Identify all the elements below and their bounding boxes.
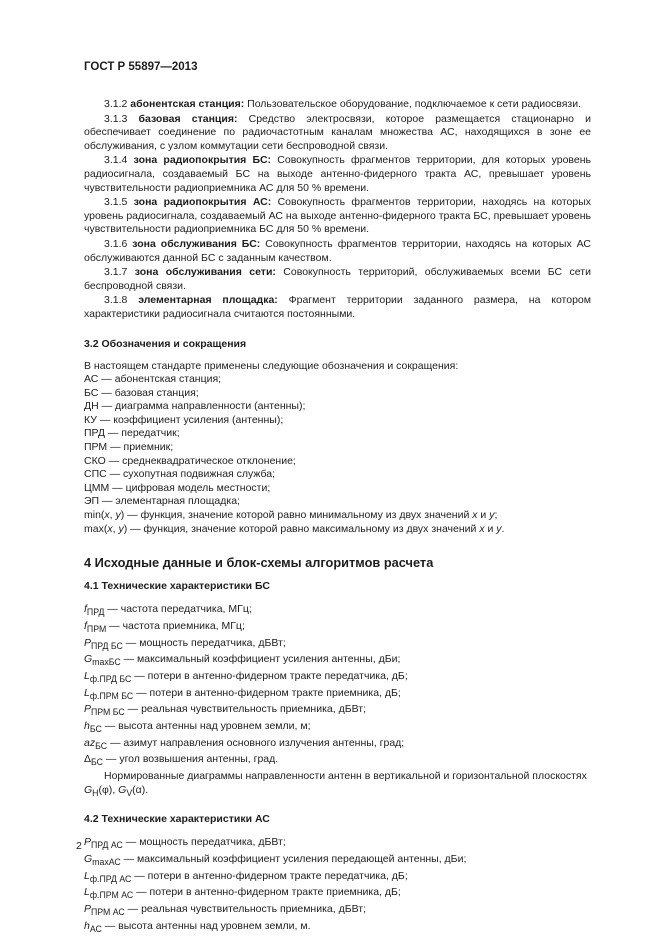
abbreviations-list — [84, 360, 591, 537]
definition-term: элементарная площадка: — [138, 294, 278, 307]
section-3-2-title: 3.2 Обозначения и сокращения — [84, 337, 247, 350]
as-parameters-list — [84, 836, 591, 936]
list-item: СКО — среднеквадратическое отклонение; — [84, 454, 296, 467]
parameter-item: $h_{БС}$ — высота антенны над уровнем земли, м; — [84, 720, 311, 735]
list-item: БС — базовая станция; — [84, 386, 199, 399]
definition-3-1-3: 3.1.3 базовая станция: Средство электросвязи, которое размещается стационарно и обеспечивает соединение по радиочастотным каналам множества АС, находящихся в зоне ее обслуживания, с узлом коммутации сети беспроводной связи. — [84, 112, 592, 152]
parameter-item: $az_{БС}$ — азимут направления основного излучения антенны, град; — [84, 736, 405, 751]
definition-3-1-4: 3.1.4 зона радиопокрытия БС: Совокупность фрагментов территории, для которых уровень радиосигнала, создаваемый БС на выходе антенно-фидерного тракта АС, превышает уровень чувствительности радиоприемника АС для 50 % времени. — [84, 154, 592, 194]
definition-3-1-2: 3.1.2 абонентская станция: Пользовательское оборудование, подключаемое к сети радиосвязи. — [104, 98, 581, 110]
definition-3-1-7: 3.1.7 зона обслуживания сети: Совокупность территорий, обслуживаемых всеми БС сети беспроводной связи. — [84, 266, 591, 292]
definition-3-1-6: 3.1.6 зона обслуживания БС: Совокупность фрагментов территории, находясь на которых АС обслуживаются данной БС с заданным качеством. — [84, 237, 591, 264]
parameter-item: $h_{АС}$ — высота антенны над уровнем земли, м. — [84, 919, 311, 934]
list-item: ПРМ — приемник; — [84, 441, 174, 454]
section-4-title: 4 Исходные данные и блок-схемы алгоритмов расчета — [84, 555, 434, 571]
parameter-item: $P_{ПРД БС}$ — мощность передатчика, дБВт; — [84, 636, 286, 651]
list-item: ЦММ — цифровая модель местности; — [84, 481, 271, 494]
list-item: КУ — коэффициент усиления (антенны); — [84, 413, 284, 426]
parameter-item: $P_{ПРМ БС}$ — реальная чувствительность приемника, дБВт; — [84, 703, 366, 718]
list-item: СПС — сухопутная подвижная служба; — [84, 468, 276, 481]
parameter-item: $P_{ПРД АС}$ — мощность передатчика, дБВт; — [84, 836, 286, 851]
max-function-item: max(x, y) — функция, значение которой равно максимальному из двух значений x и y. — [84, 522, 505, 535]
parameter-item: $L_{ф.ПРД БС}$ — потери в антенно-фидерном тракте передатчика, дБ; — [84, 669, 408, 685]
definition-3-1-8: 3.1.8 элементарная площадка: Фрагмент территории заданного размера, на котором характеристики радиосигнала считаются постоянными. — [84, 294, 591, 320]
parameter-item: $\Delta_{БС}$ — угол возвышения антенны, град. — [84, 753, 279, 768]
document-header: ГОСТ Р 55897—2013 — [84, 61, 198, 73]
diagram-functions: $G_H(\varphi)$, $G_V(\alpha)$. — [84, 783, 149, 798]
min-function-item: min(x, y) — функция, значение которой равно минимальному из двух значений x и y; — [84, 509, 498, 522]
list-item: АС — абонентская станция; — [84, 373, 222, 386]
definition-3-1-5: 3.1.5 зона радиопокрытия АС: Совокупность фрагментов территории, находясь на которых уровень радиосигнала, создаваемый АС на выходе антенно-фидерного тракта БС, превышает уровень чувствительности радиоприемника БС для 50 % времени. — [84, 196, 591, 236]
list-item: ДН — диаграмма направленности (антенны); — [84, 400, 306, 413]
definition-term: абонентская станция: — [130, 98, 245, 110]
diagram-paragraph: Нормированные диаграммы направленности антенн в вертикальной и горизонтальной плоскостях — [104, 770, 587, 783]
definitions-list — [84, 98, 591, 322]
definition-term: зона обслуживания БС: — [132, 237, 261, 250]
page-content — [84, 98, 591, 937]
definition-term: зона обслуживания сети: — [134, 266, 276, 279]
parameter-item: $L_{ф.ПРД АС}$ — потери в антенно-фидерном тракте передатчика, дБ; — [84, 869, 408, 884]
parameter-item: $L_{ф.ПРМ БС}$ — потери в антенно-фидерном тракте приемника, дБ; — [84, 686, 401, 701]
section-4-1-title: 4.1 Технические характеристики БС — [84, 580, 270, 593]
definition-term: зона радиопокрытия АС: — [133, 196, 272, 209]
definition-term: базовая станция: — [138, 112, 238, 125]
parameter-item: $P_{ПРМ АС}$ — реальная чувствительность приемника, дБВт; — [84, 903, 366, 918]
page-number: 2 — [76, 840, 82, 852]
definition-term: зона радиопокрытия БС: — [133, 154, 272, 167]
section-4-2-title: 4.2 Технические характеристики АС — [84, 813, 270, 826]
list-item: ПРД — передатчик; — [84, 427, 180, 440]
list-item: ЭП — элементарная площадка; — [84, 495, 240, 508]
abbreviations-intro: В настоящем стандарте применены следующие обозначения и сокращения: — [84, 359, 459, 372]
parameter-item: $G_{maxБС}$ — максимальный коэффициент усиления антенны, дБи; — [84, 653, 401, 668]
parameter-item: $f_{ПРМ}$ — частота приемника, МГц; — [84, 619, 245, 634]
parameter-item: $G_{maxАС}$ — максимальный коэффициент усиления передающей антенны, дБи; — [84, 853, 467, 868]
parameter-item: $L_{ф.ПРМ АС}$ — потери в антенно-фидерном тракте приемника, дБ; — [84, 886, 401, 901]
parameter-item: $f_{ПРД}$ — частота передатчика, МГц; — [84, 603, 252, 618]
bs-parameters-list — [84, 603, 591, 800]
